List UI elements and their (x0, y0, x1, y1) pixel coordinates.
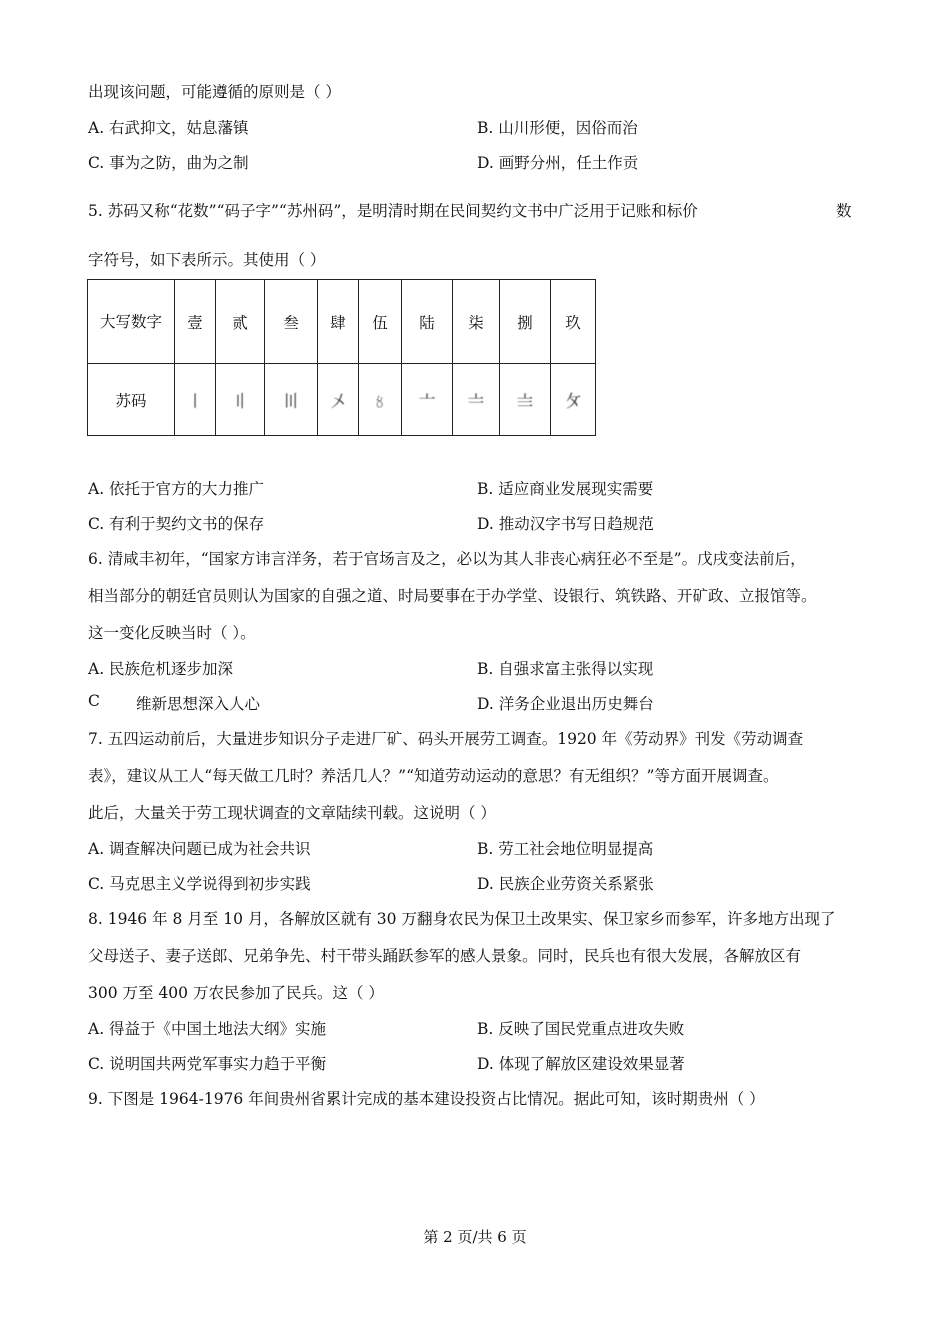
suzhou-glyph: 〥 (359, 364, 402, 436)
q5-stem-line2: 字符号，如下表所示。其使用（ ） (88, 251, 326, 269)
suzhou-glyph: 〩 (551, 364, 596, 436)
numeral-cell: 捌 (500, 280, 551, 364)
suzhou-glyph: 〦 (402, 364, 453, 436)
q4-option-d: D. 画野分州，任土作贡 (477, 154, 639, 172)
q4-option-a: A. 右武抑文，姑息藩镇 (88, 119, 249, 137)
q8-option-c: C. 说明国共两党军事实力趋于平衡 (88, 1055, 327, 1073)
q5-option-c: C. 有利于契约文书的保存 (88, 515, 265, 533)
suzhou-glyph: 〤 (318, 364, 359, 436)
q6-option-c-text: 维新思想深入人心 (136, 695, 261, 713)
q6-option-c-letter: C (88, 692, 100, 710)
q8-stem-line2: 父母送子、妻子送郎、兄弟争先、村干带头踊跃参军的感人景象。同时，民兵也有很大发展，各解放区有 (88, 947, 802, 965)
q4-option-c: C. 事为之防，曲为之制 (88, 154, 249, 172)
numeral-cell: 伍 (359, 280, 402, 364)
q4-option-b: B. 山川形便，因俗而治 (477, 119, 638, 137)
q7-option-c: C. 马克思主义学说得到初步实践 (88, 875, 311, 893)
q7-option-b: B. 劳工社会地位明显提高 (477, 840, 654, 858)
q6-option-a: A. 民族危机逐步加深 (88, 660, 234, 678)
q8-stem-line1: 8. 1946 年 8 月至 10 月，各解放区就有 30 万翻身农民为保卫土改果实、保卫家乡而参军，许多地方出现了 (88, 910, 836, 928)
numeral-cell: 柒 (453, 280, 500, 364)
suzhou-glyph: 〨 (500, 364, 551, 436)
q6-stem-line1: 6. 清咸丰初年，“国家方讳言洋务，若于官场言及之，必以为其人非丧心病狂必不至是”。戊戌变法前后， (88, 550, 806, 568)
q7-stem-line3: 此后，大量关于劳工现状调查的文章陆续刊载。这说明（ ） (88, 804, 496, 822)
suzhou-glyph: 〢 (216, 364, 265, 436)
q6-option-d: D. 洋务企业退出历史舞台 (477, 695, 654, 713)
q5-option-b: B. 适应商业发展现实需要 (477, 480, 654, 498)
suzhou-glyph: 〧 (453, 364, 500, 436)
q6-option-b: B. 自强求富主张得以实现 (477, 660, 654, 678)
suzhou-numeral-table (87, 279, 596, 436)
q8-option-d: D. 体现了解放区建设效果显著 (477, 1055, 685, 1073)
q4-stem-tail: 出现该问题，可能遵循的原则是（ ） (88, 83, 341, 101)
page-footer: 第 2 页/共 6 页 (423, 1228, 527, 1246)
q8-option-b: B. 反映了国民党重点进攻失败 (477, 1020, 685, 1038)
suzhou-glyph: 〣 (265, 364, 318, 436)
q5-stem-line1-tail: 数 (836, 202, 852, 220)
q8-stem-line3: 300 万至 400 万农民参加了民兵。这（ ） (88, 984, 384, 1002)
q5-option-d: D. 推动汉字书写日趋规范 (477, 515, 654, 533)
q7-stem-line1: 7. 五四运动前后，大量进步知识分子走进厂矿、码头开展劳工调查。1920 年《劳动界》刊发《劳动调查 (88, 730, 804, 748)
q7-stem-line2: 表》，建议从工人“每天做工几时？养活几人？”“知道劳动运动的意思？有无组织？”等方面开展调查。 (88, 767, 779, 785)
table-header-suzhou: 苏码 (88, 364, 175, 436)
numeral-cell: 陆 (402, 280, 453, 364)
numeral-cell: 玖 (551, 280, 596, 364)
q8-option-a: A. 得益于《中国土地法大纲》实施 (88, 1020, 327, 1038)
numeral-cell: 壹 (175, 280, 216, 364)
numeral-cell: 贰 (216, 280, 265, 364)
q5-stem-line1: 5. 苏码又称“花数”“码子字”“苏州码”，是明清时期在民间契约文书中广泛用于记账和标价 (88, 202, 698, 220)
q7-option-a: A. 调查解决问题已成为社会共识 (88, 840, 311, 858)
numeral-cell: 肆 (318, 280, 359, 364)
q6-stem-line3: 这一变化反映当时（ ）。 (88, 624, 256, 642)
suzhou-glyph: 〡 (175, 364, 216, 436)
table-header-numerals: 大写数字 (88, 280, 175, 364)
q6-stem-line2: 相当部分的朝廷官员则认为国家的自强之道、时局要事在于办学堂、设银行、筑铁路、开矿政、立报馆等。 (88, 587, 817, 605)
q5-option-a: A. 依托于官方的大力推广 (88, 480, 265, 498)
q9-stem-line1: 9. 下图是 1964-1976 年间贵州省累计完成的基本建设投资占比情况。据此可知，该时期贵州（ ） (88, 1090, 765, 1108)
q7-option-d: D. 民族企业劳资关系紧张 (477, 875, 654, 893)
numeral-cell: 叁 (265, 280, 318, 364)
